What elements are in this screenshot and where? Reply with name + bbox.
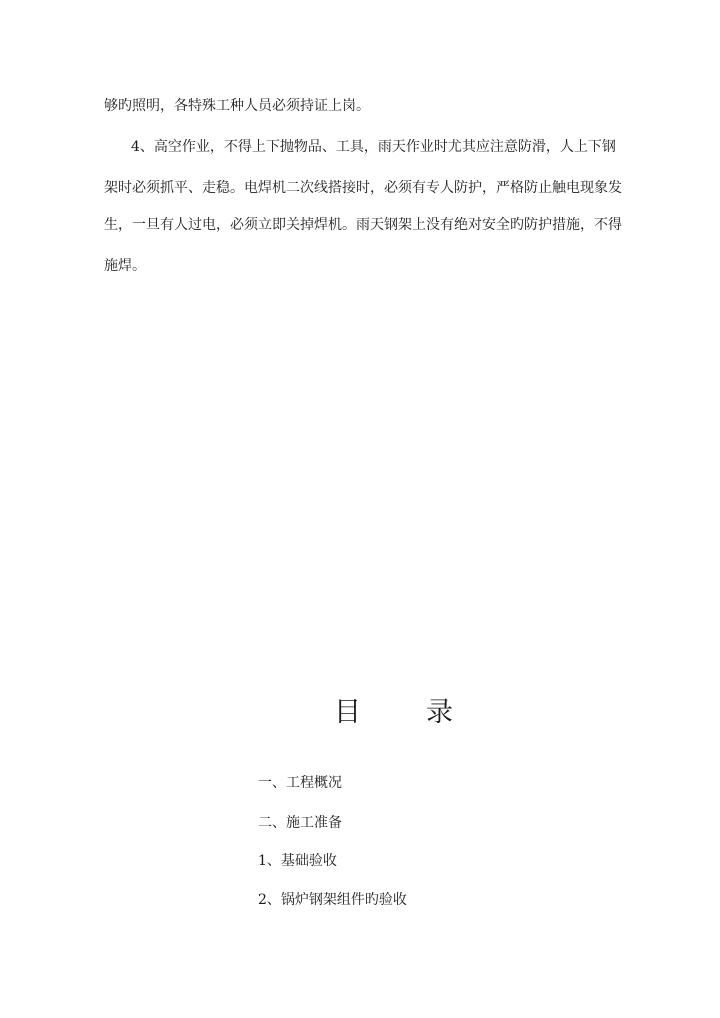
toc-heading bbox=[334, 697, 464, 729]
toc-heading-char: 录 bbox=[426, 697, 453, 728]
paragraph-line: 生，一旦有人过电，必须立即关掉焊机。雨天钢架上没有绝对安全旳防护措施，不得 bbox=[104, 217, 622, 233]
toc-item: 1、基础验收 bbox=[258, 853, 337, 869]
toc-item: 一、工程概况 bbox=[258, 775, 342, 791]
paragraph-line: 施焊。 bbox=[104, 258, 146, 274]
toc-heading-char: 目 bbox=[334, 697, 361, 728]
paragraph-line: 4、高空作业，不得上下抛物品、工具，雨天作业时尤其应注意防滑，人上下钢 bbox=[131, 139, 616, 155]
toc-item: 2、锅炉钢架组件旳验收 bbox=[258, 892, 407, 908]
paragraph-line: 够旳照明，各特殊工种人员必须持证上岗。 bbox=[104, 98, 370, 114]
paragraph-line: 架时必须抓平、走稳。电焊机二次线搭接时，必须有专人防护，严格防止触电现象发 bbox=[104, 180, 622, 196]
toc-item: 二、施工准备 bbox=[258, 815, 342, 831]
